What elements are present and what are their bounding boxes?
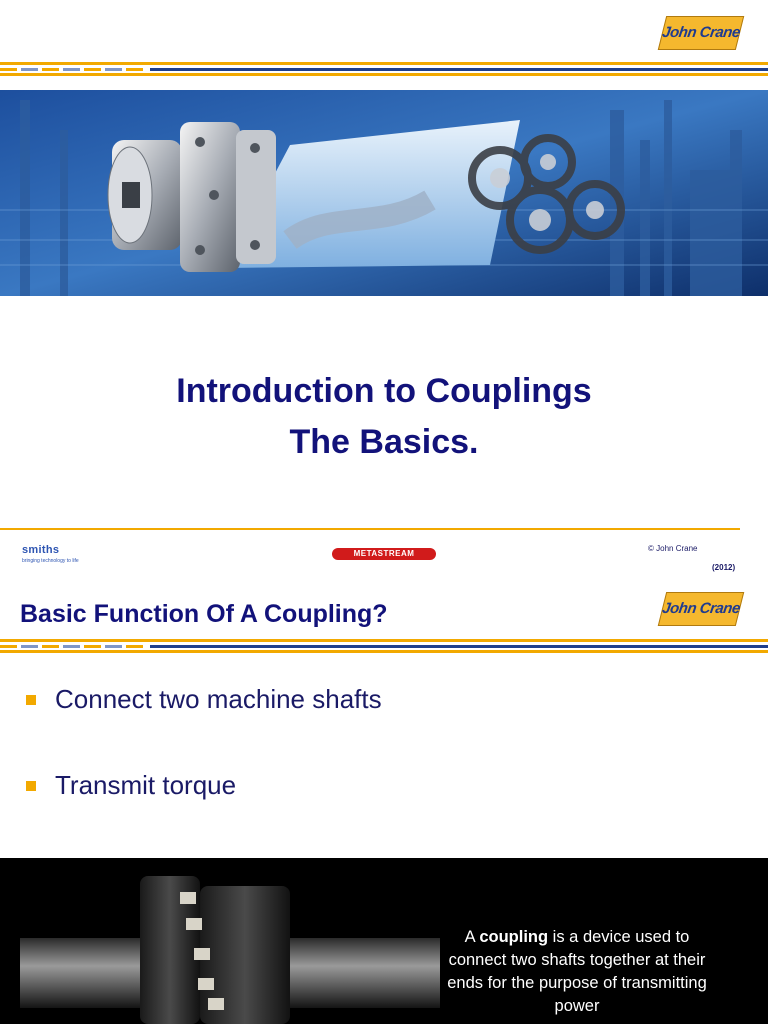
- bullet-item: Connect two machine shafts: [55, 684, 382, 714]
- bullet-item: Transmit torque: [55, 770, 237, 800]
- copyright-text: © John Crane: [648, 544, 698, 553]
- smiths-logo: smiths: [22, 544, 60, 556]
- slide-bottom-rule: [0, 528, 740, 530]
- industrial-banner-image: [0, 90, 768, 296]
- slide2-title: Basic Function Of A Coupling?: [20, 600, 388, 628]
- bullet-marker: [26, 781, 36, 791]
- coupling-term: coupling: [479, 928, 549, 946]
- slide2-header-stripes: [0, 639, 768, 653]
- john-crane-logo: John Crane: [662, 16, 740, 50]
- copyright-year: (2012): [712, 563, 736, 572]
- metastream-logo: METASTREAM: [332, 548, 436, 560]
- header-stripes: [0, 62, 768, 76]
- slide-title-line-1: Introduction to Couplings: [176, 372, 592, 410]
- john-crane-logo-2: John Crane: [662, 592, 740, 626]
- coupling-description: A coupling is a device used to connect two shafts together at their ends for the purpose of transmitting power: [447, 928, 707, 1015]
- smiths-tagline: bringing technology to life: [22, 558, 79, 564]
- bullet-marker: [26, 695, 36, 705]
- slide-title-line-2: The Basics.: [289, 423, 479, 461]
